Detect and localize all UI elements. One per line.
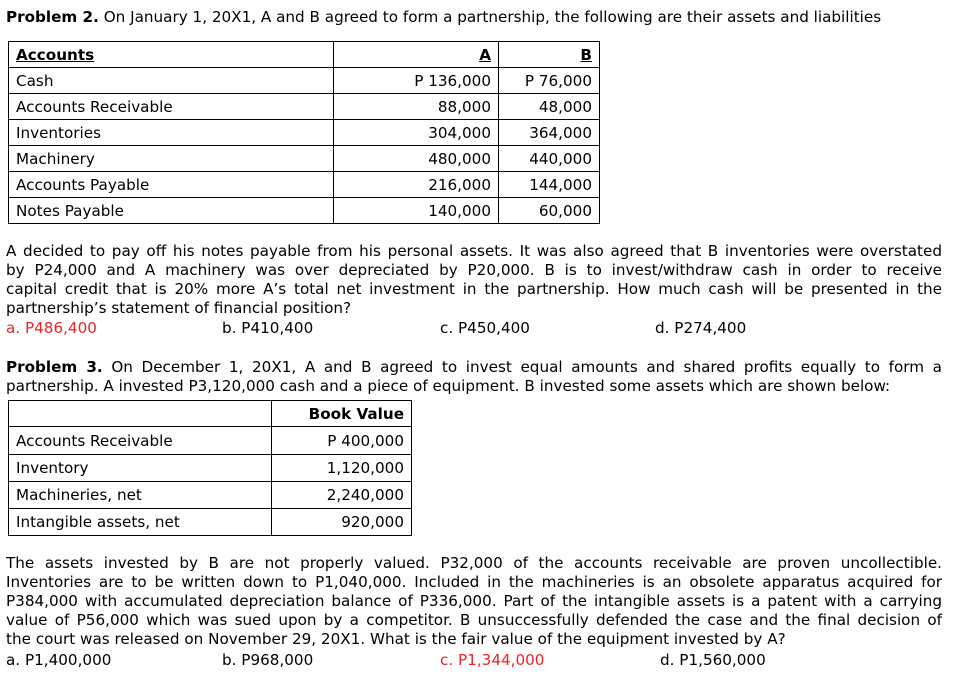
book-value: P 400,000 <box>272 427 412 455</box>
problem2-label: Problem 2. <box>6 8 99 26</box>
row-label: Cash <box>9 68 334 94</box>
value-b: 364,000 <box>499 120 600 146</box>
problem2-choice-b: b. P410,400 <box>222 319 314 337</box>
row-label: Notes Payable <box>9 198 334 224</box>
value-b: 144,000 <box>499 172 600 198</box>
problem3-label: Problem 3. <box>6 358 103 376</box>
problem3-intro <box>6 358 942 396</box>
body-line: The assets invested by B are not properly valued. P32,000 of the accounts receivable are proven uncollectible. <box>6 554 942 572</box>
table-row <box>9 94 600 120</box>
book-value: 1,120,000 <box>272 455 412 482</box>
row-label: Inventory <box>9 455 272 482</box>
problem3-body <box>6 554 942 649</box>
table-row <box>9 509 412 536</box>
value-a: 216,000 <box>334 172 499 198</box>
value-b: 440,000 <box>499 146 600 172</box>
value-b: P 76,000 <box>499 68 600 94</box>
header-a: A <box>334 42 499 68</box>
value-a: 480,000 <box>334 146 499 172</box>
problem2-choice-d: d. P274,400 <box>655 319 747 337</box>
problem2-body <box>6 242 942 318</box>
table-row <box>9 146 600 172</box>
header-accounts: Accounts <box>9 42 334 68</box>
value-b: 48,000 <box>499 94 600 120</box>
body-line: the court was released on November 29, 20X1. What is the fair value of the equipment invested by A? <box>6 630 786 648</box>
body-line: by P24,000 and A machinery was over depreciated by P20,000. B is to invest/withdraw cash in order to receive <box>6 261 942 279</box>
header-b: B <box>499 42 600 68</box>
header-book-value: Book Value <box>272 401 412 427</box>
problem2-intro-text: On January 1, 20X1, A and B agreed to form a partnership, the following are their assets and liabilities <box>103 8 882 26</box>
row-label: Accounts Payable <box>9 172 334 198</box>
body-line: P384,000 with accumulated depreciation balance of P336,000. Part of the intangible assets is a patent with a carrying <box>6 592 942 610</box>
problem3-choice-b: b. P968,000 <box>222 651 314 669</box>
value-a: 140,000 <box>334 198 499 224</box>
problem2-choice-c: c. P450,400 <box>440 319 530 337</box>
book-value: 2,240,000 <box>272 482 412 509</box>
body-line: capital credit that is 20% more A’s total net investment in the partnership. How much cash will be presented in the <box>6 280 942 298</box>
body-line: value of P56,000 which was sued upon by a competitor. B unsuccessfully defended the case and the final decision of <box>6 611 942 629</box>
problem3-choice-c: c. P1,344,000 <box>440 651 545 669</box>
table-row <box>9 198 600 224</box>
value-a: 88,000 <box>334 94 499 120</box>
table-header-row <box>9 42 600 68</box>
problem3-table <box>8 400 412 536</box>
body-line: A decided to pay off his notes payable from his personal assets. It was also agreed that B inventories were overstated <box>6 242 942 260</box>
problem3-choice-a: a. P1,400,000 <box>6 651 112 669</box>
row-label: Accounts Receivable <box>9 427 272 455</box>
table-row <box>9 455 412 482</box>
intro-line: partnership. A invested P3,120,000 cash and a piece of equipment. B invested some assets which are shown below: <box>6 377 891 395</box>
value-a: 304,000 <box>334 120 499 146</box>
table-header-row <box>9 401 412 427</box>
table-row <box>9 172 600 198</box>
table-row <box>9 427 412 455</box>
book-value: 920,000 <box>272 509 412 536</box>
value-b: 60,000 <box>499 198 600 224</box>
table-row <box>9 68 600 94</box>
problem3-choice-d: d. P1,560,000 <box>660 651 766 669</box>
problem3-intro-text: On December 1, 20X1, A and B agreed to invest equal amounts and shared profits equally to form a <box>111 358 942 376</box>
table-row <box>9 482 412 509</box>
row-label: Machinery <box>9 146 334 172</box>
row-label: Accounts Receivable <box>9 94 334 120</box>
value-a: P 136,000 <box>334 68 499 94</box>
row-label: Intangible assets, net <box>9 509 272 536</box>
problem2-intro <box>6 8 881 26</box>
header-blank <box>9 401 272 427</box>
row-label: Machineries, net <box>9 482 272 509</box>
row-label: Inventories <box>9 120 334 146</box>
problem2-table <box>8 41 600 224</box>
table-row <box>9 120 600 146</box>
body-line: Inventories are to be written down to P1,040,000. Included in the machineries is an obsolete apparatus acquired for <box>6 573 942 591</box>
body-line: partnership’s statement of financial position? <box>6 299 352 317</box>
intro-line <box>6 358 942 377</box>
problem2-choice-a: a. P486,400 <box>6 319 97 337</box>
